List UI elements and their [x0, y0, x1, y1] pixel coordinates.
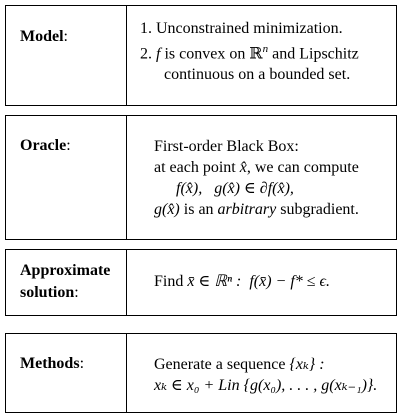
model-content — [140, 18, 359, 85]
model-item-2: 2. f is convex on ℝ$^n$ and Lipschitz — [140, 43, 359, 63]
oracle-content — [154, 136, 359, 220]
column-divider — [126, 334, 127, 412]
methods-line-2: xₖ ∈ x₀ + Lin {g(x₀), . . . , g(xₖ₋₁)}. — [154, 377, 378, 394]
oracle-line-3: f(x̂), g(x̂) ∈ ∂f(x̂), — [176, 180, 294, 197]
methods-content — [154, 354, 377, 396]
oracle-line-1: First-order Black Box: — [154, 138, 299, 155]
model-item-1: 1. Unconstrained minimization. — [140, 20, 343, 37]
oracle-line-2: at each point x̂, we can compute — [154, 159, 359, 176]
oracle-line-4: g(x̂) is an arbitrary subgradient. — [154, 201, 359, 218]
methods-label: Methods: — [20, 355, 85, 372]
methods-line-1: Generate a sequence {xₖ} : — [154, 356, 325, 373]
approx-content: Find x̄ ∈ ℝⁿ : f(x̄) − f* ≤ ϵ. — [154, 273, 330, 290]
methods-box — [5, 333, 397, 413]
column-divider — [126, 6, 127, 105]
approx-box — [5, 249, 397, 316]
oracle-box — [5, 115, 397, 240]
model-item-2-cont: continuous on a bounded set. — [164, 66, 351, 84]
model-label: Model: — [20, 28, 68, 45]
column-divider — [126, 116, 127, 239]
model-box — [5, 5, 397, 106]
approx-label: Approximate solution: — [20, 262, 111, 301]
oracle-label: Oracle: — [20, 137, 71, 154]
column-divider — [126, 250, 127, 315]
